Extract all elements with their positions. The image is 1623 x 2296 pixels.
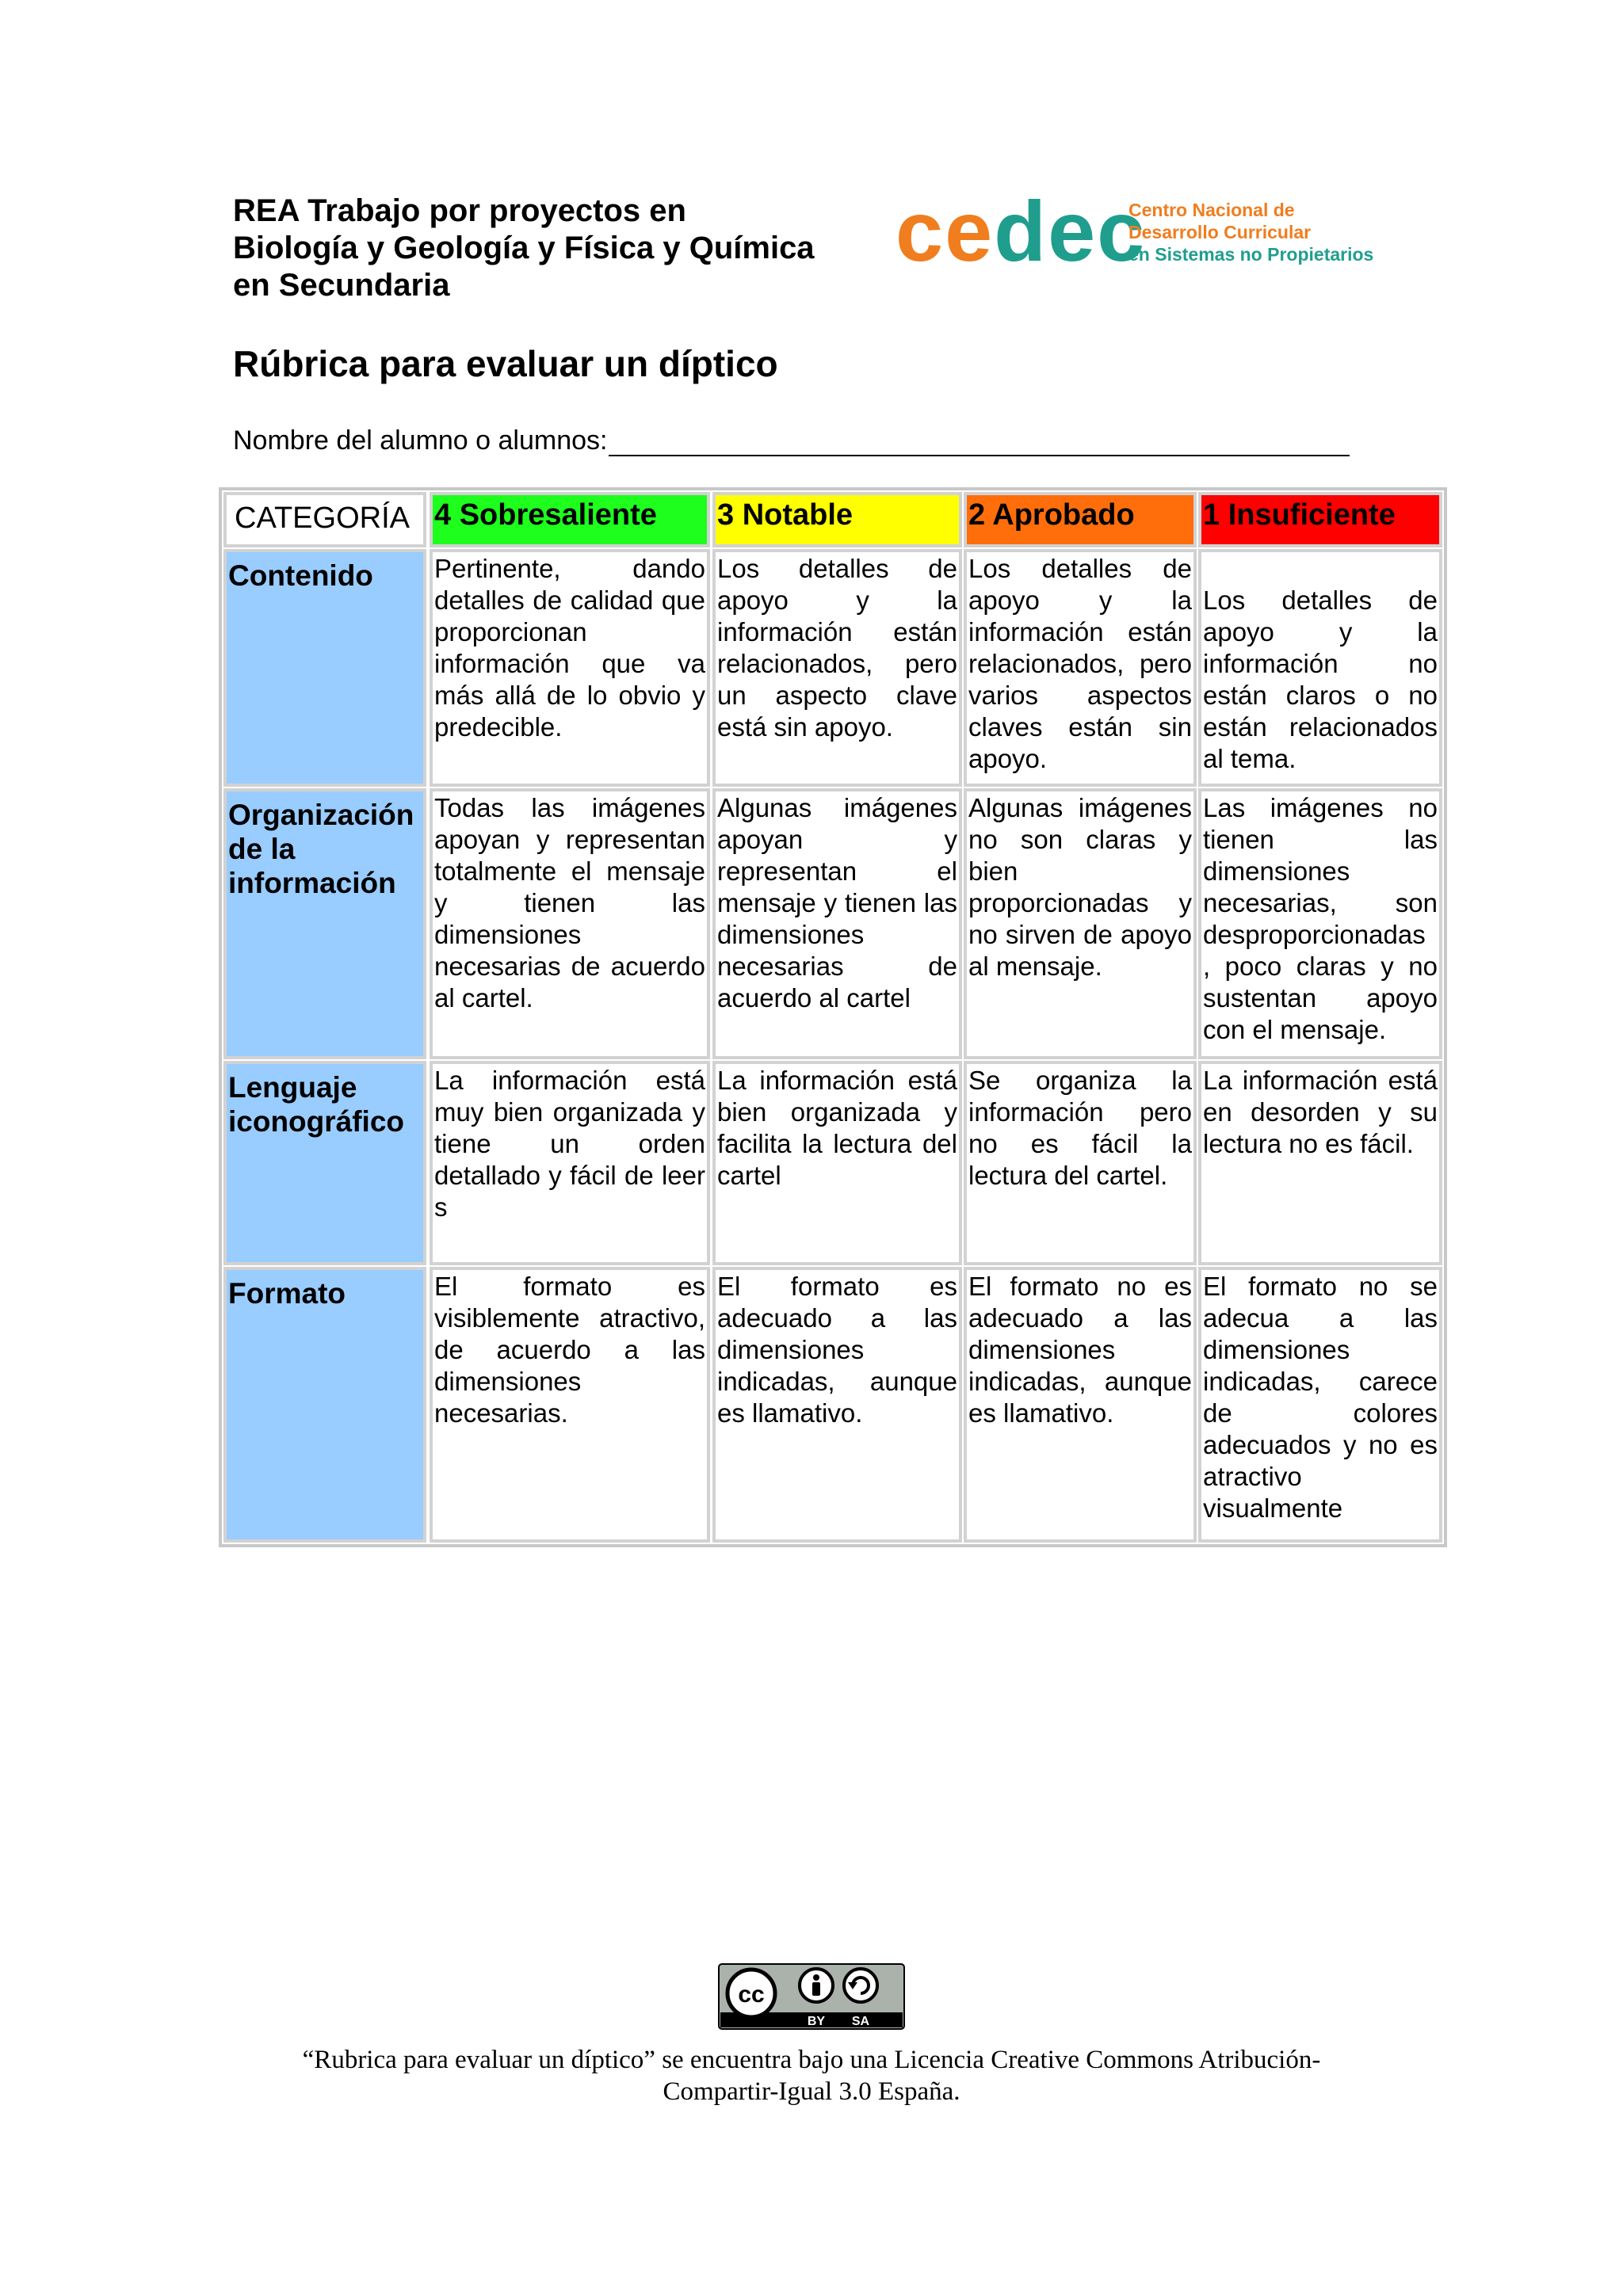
- rubric-cell: Pertinente, dando detalles de calidad que proporcionan información que va más allá de lo obvio y predecible.: [430, 549, 710, 787]
- license-notice: [0, 2044, 1623, 2107]
- rubric-cell: La información está bien organizada y facilita la lectura del cartel: [712, 1061, 962, 1265]
- svg-text:BY: BY: [807, 2015, 826, 2028]
- rubric-cell: La información está en desorden y su lectura no es fácil.: [1198, 1061, 1442, 1265]
- rubric-cell: Los detalles de apoyo y la información están relacionados, pero varios aspectos claves están sin apoyo.: [964, 549, 1197, 787]
- header-aprobado: 2 Aprobado: [964, 492, 1197, 547]
- svg-text:cc: cc: [738, 1981, 765, 2008]
- document-title: [233, 193, 883, 304]
- rubric-cell: El formato es adecuado a las dimensiones indicadas, aunque es llamativo.: [712, 1267, 962, 1543]
- svg-text:SA: SA: [851, 2015, 870, 2028]
- category-formato: Formato: [223, 1267, 426, 1543]
- cedec-logo: [896, 183, 1374, 281]
- rubric-cell: Los detalles de apoyo y la información están relacionados, pero un aspecto clave está sin apoyo.: [712, 549, 962, 787]
- rubric-cell: Algunas imágenes apoyan y representan el mensaje y tienen las dimensiones necesarias de acuerdo al cartel: [712, 788, 962, 1059]
- cedec-logo-subtitle: Centro Nacional de Desarrollo Curricular en Sistemas no Propietarios: [1128, 200, 1374, 265]
- document-title-line: REA Trabajo por proyectos en: [233, 193, 686, 228]
- rubric-cell: Las imágenes no tienen las dimensiones necesarias, son desproporcionadas , poco claras y no sustentan apoyo con el mensaje.: [1198, 788, 1442, 1059]
- cc-by-sa-badge: [718, 1963, 905, 2030]
- student-name-line: [233, 425, 1350, 456]
- rubric-cell: El formato no se adecua a las dimensiones indicadas, carece de colores adecuados y no es atractivo visualmente: [1198, 1267, 1442, 1543]
- license-notice-line: “Rubrica para evaluar un díptico” se encuentra bajo una Licencia Creative Commons Atribución-: [302, 2046, 1321, 2074]
- header-sobresaliente: 4 Sobresaliente: [430, 492, 710, 547]
- header-insuficiente: 1 Insuficiente: [1198, 492, 1442, 547]
- cedec-logo-wordmark: cedec: [896, 183, 1147, 279]
- rubric-title: Rúbrica para evaluar un díptico: [233, 343, 778, 384]
- rubric-cell: Los detalles de apoyo y la información no están claros o no están relacionados al tema.: [1198, 549, 1442, 787]
- share-alike-icon: [844, 1969, 877, 2002]
- student-name-blank: [609, 426, 1350, 456]
- rubric-cell: Se organiza la información pero no es fácil la lectura del cartel.: [964, 1061, 1197, 1265]
- student-name-label: Nombre del alumno o alumnos:: [233, 425, 608, 456]
- rubric-table: [219, 487, 1447, 1547]
- rubric-cell: Algunas imágenes no son claras y bien proporcionadas y no sirven de apoyo al mensaje.: [964, 788, 1197, 1059]
- license-notice-line: Compartir-Igual 3.0 España.: [663, 2077, 960, 2106]
- category-organizacion: Organización de la información: [223, 788, 426, 1059]
- header-category: CATEGORÍA: [223, 492, 426, 547]
- rubric-cell: La información está muy bien organizada y tiene un orden detallado y fácil de leer s: [430, 1061, 710, 1265]
- document-title-line: en Secundaria: [233, 268, 450, 303]
- document-title-line: Biología y Geología y Física y Química: [233, 231, 815, 265]
- header-notable: 3 Notable: [712, 492, 962, 547]
- category-contenido: Contenido: [223, 549, 426, 787]
- category-lenguaje-iconografico: Lenguaje iconográfico: [223, 1061, 426, 1265]
- rubric-cell: El formato no es adecuado a las dimensiones indicadas, aunque es llamativo.: [964, 1267, 1197, 1543]
- rubric-cell: Todas las imágenes apoyan y representan totalmente el mensaje y tienen las dimensiones necesarias de acuerdo al cartel.: [430, 788, 710, 1059]
- rubric-cell: El formato es visiblemente atractivo, de acuerdo a las dimensiones necesarias.: [430, 1267, 710, 1543]
